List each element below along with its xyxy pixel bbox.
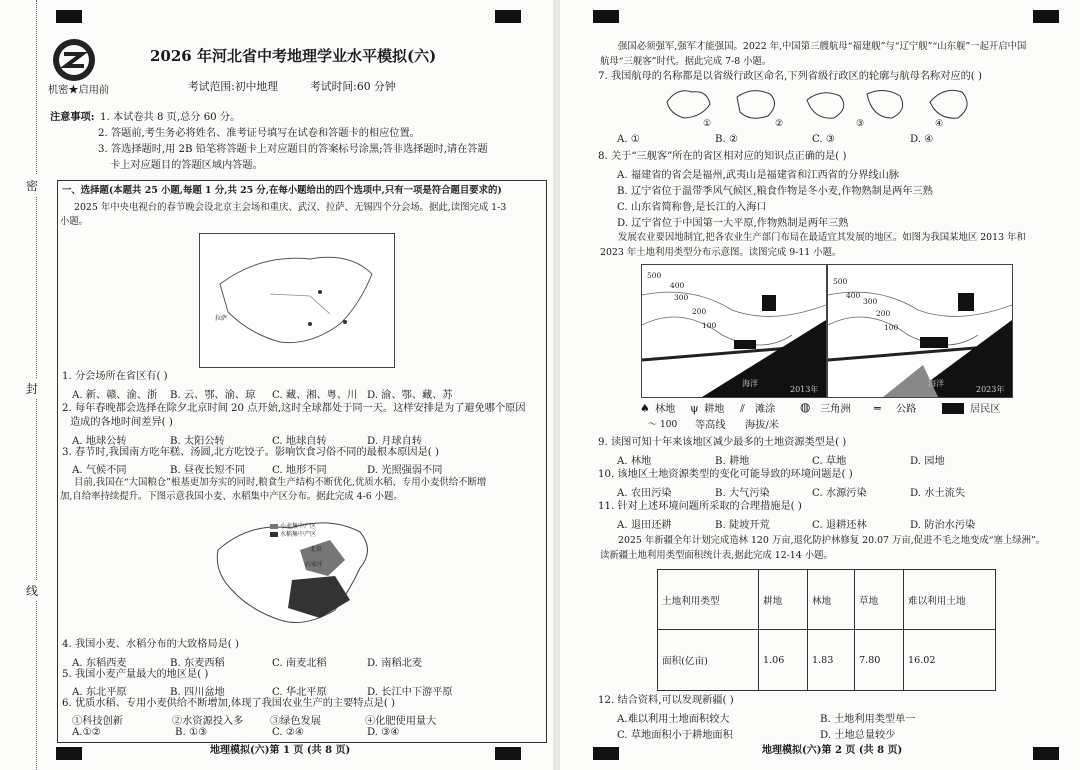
- option-c[interactable]: C. 山东省简称鲁,是长江的入海口: [617, 202, 767, 213]
- option-c[interactable]: C. 南麦北稻: [272, 658, 327, 669]
- intro-text: 读新疆土地利用类型面积统计表,据此完成 12-14 小题。: [600, 550, 833, 561]
- option-d[interactable]: D. 光照强弱不同: [367, 465, 443, 476]
- registration-mark: [495, 747, 521, 760]
- question-stem: 9. 读图可知十年来该地区减少最多的土地资源类型是( ): [598, 437, 847, 448]
- registration-mark: [56, 10, 82, 23]
- legend-forest: 林地: [655, 404, 676, 415]
- option-d[interactable]: D. 南稻北麦: [367, 658, 423, 669]
- option-b[interactable]: B. 东麦西稻: [170, 658, 225, 669]
- contour-label: 500: [647, 271, 662, 280]
- option-d[interactable]: D. 渝、鄂、藏、苏: [367, 390, 453, 401]
- option-b[interactable]: B. 云、鄂、渝、琼: [170, 390, 256, 401]
- legend-delta: 三角洲: [820, 404, 851, 415]
- table-row-label: 面积(亿亩): [658, 630, 759, 691]
- statement-4: ④化肥使用量大: [365, 716, 437, 727]
- intro-text: 航母“三舰客”时代。据此完成 7-8 小题。: [600, 56, 772, 67]
- notice-item: 3. 答选择题时,用 2B 铅笔将答题卡上对应题目的答案标号涂黑;答非选择题时,请在答题: [98, 144, 488, 155]
- option-d[interactable]: D. 园地: [910, 456, 945, 467]
- question-stem: 4. 我国小麦、水稻分布的大致格局是( ): [62, 639, 239, 650]
- option-b[interactable]: B. 昼夜长短不同: [170, 465, 246, 476]
- option-d[interactable]: D. 月球自转: [367, 436, 423, 447]
- binding-word-seal: 密: [26, 175, 38, 196]
- china-venue-map: [199, 233, 395, 368]
- contour-icon: ～: [648, 420, 658, 430]
- option-a[interactable]: A. 地球公转: [72, 436, 127, 447]
- contour-label: 400: [670, 281, 685, 290]
- contour-label: 400: [846, 291, 861, 300]
- contour-label: 200: [876, 309, 891, 318]
- registration-mark: [593, 10, 619, 23]
- question-stem: 3. 春节时,我国南方吃年糕、汤圆,北方吃饺子。影响饮食习俗不同的最根本原因是( ): [62, 447, 439, 458]
- statement-3: ③绿色发展: [270, 716, 321, 727]
- option-b[interactable]: B. 大气污染: [715, 488, 770, 499]
- option-a[interactable]: A. 东稻西麦: [72, 658, 127, 669]
- option-b[interactable]: B. 耕地: [715, 456, 750, 467]
- option-c[interactable]: C. 退耕还林: [812, 520, 867, 531]
- delta-icon: ◍: [800, 400, 811, 414]
- sea-label: 海洋: [928, 379, 944, 388]
- option-b[interactable]: B. 土地利用类型单一: [820, 714, 916, 725]
- option-d[interactable]: D. 长江中下游平原: [367, 687, 453, 698]
- map-label: 拉萨: [215, 315, 228, 322]
- option-c[interactable]: C. 水源污染: [812, 488, 867, 499]
- outline-num-1: ①: [703, 119, 712, 129]
- question-stem: 造成的各地时间差异( ): [70, 417, 173, 428]
- option-a[interactable]: A. 东北平原: [72, 687, 127, 698]
- legend-contour: 等高线: [695, 420, 726, 431]
- option-c[interactable]: C. 华北平原: [272, 687, 327, 698]
- landuse-map-2023: [827, 264, 1013, 398]
- option-b[interactable]: B. 陡坡开荒: [715, 520, 770, 531]
- contour-label: 200: [692, 307, 707, 316]
- option-d[interactable]: D. 辽宁省位于中国第一大平原,作物熟制是两年三熟: [617, 218, 849, 229]
- legend-contour-value: 100: [660, 420, 678, 430]
- table-header: 难以利用土地: [904, 570, 996, 630]
- option-c[interactable]: C. 地形不同: [272, 465, 327, 476]
- table-header: 土地利用类型: [658, 570, 759, 630]
- table-cell: 1.83: [808, 630, 855, 691]
- table-cell: 1.06: [759, 630, 808, 691]
- question-stem: 8. 关于“三舰客”所在的省区相对应的知识点正确的是( ): [598, 151, 847, 162]
- map-city-beijing: 北京: [310, 546, 323, 553]
- question-stem: 10. 该地区土地资源类型的变化可能导致的环境问题是( ): [598, 469, 853, 480]
- road-icon: ═: [874, 402, 881, 415]
- option-a[interactable]: A. 福建省的省会是福州,武夷山是福建省和江西省的分界线山脉: [617, 170, 899, 181]
- option-c[interactable]: C. ②④: [272, 727, 305, 738]
- option-d[interactable]: D. ④: [910, 134, 934, 145]
- option-c[interactable]: C. 地球自转: [272, 436, 327, 447]
- registration-mark: [593, 747, 619, 760]
- registration-mark: [1033, 10, 1059, 23]
- secret-label: 机密★启用前: [48, 85, 110, 96]
- option-b[interactable]: B. 辽宁省位于温带季风气候区,粮食作物是冬小麦,作物熟制是两年三熟: [617, 186, 933, 197]
- contour-label: 500: [833, 277, 848, 286]
- option-b[interactable]: B. 四川盆地: [170, 687, 225, 698]
- question-stem: 12. 结合资料,可以发现新疆( ): [598, 695, 734, 706]
- statement-2: ②水资源投入多: [172, 716, 244, 727]
- school-logo-icon: [52, 38, 96, 82]
- outline-num-2: ②: [775, 119, 784, 129]
- statement-1: ①科技创新: [72, 716, 123, 727]
- legend-beach: 滩涂: [755, 404, 776, 415]
- option-a[interactable]: A. 林地: [617, 456, 652, 467]
- residential-icon: [942, 403, 964, 414]
- section-heading: 一、选择题(本题共 25 小题,每题 1 分,共 25 分,在每小题给出的四个选项中,只有一项是符合题目要求的): [62, 185, 502, 196]
- outline-num-4: ④: [935, 119, 944, 129]
- question-stem: 5. 我国小麦产量最大的地区是( ): [62, 669, 209, 680]
- page-footer: 地理模拟(六)第 1 页 (共 8 页): [210, 745, 351, 756]
- question-stem: 7. 我国航母的名称都是以省级行政区命名,下列省级行政区的轮廓与航母名称对应的( ): [598, 71, 982, 82]
- option-c[interactable]: C. 藏、湘、粤、川: [272, 390, 358, 401]
- intro-text: 目前,我国在“大国粮仓”根基更加夯实的同时,粮食生产结构不断优化,优质水稻、专用小麦供给不断增: [74, 477, 487, 488]
- legend-road: 公路: [896, 404, 917, 415]
- table-header: 林地: [808, 570, 855, 630]
- year-label-2013: 2013年: [790, 385, 819, 394]
- notice-item: 卡上对应题目的答题区域内答题。: [110, 160, 263, 171]
- exam-scope: 考试范围:初中地理: [188, 80, 279, 93]
- table-cell: 7.80: [855, 630, 904, 691]
- contour-label: 100: [702, 321, 717, 330]
- exam-time: 考试时间:60 分钟: [310, 80, 396, 93]
- landuse-map-2013: [641, 264, 827, 398]
- binding-word-seal2: 封: [26, 378, 38, 399]
- legend-residential: 居民区: [970, 404, 1001, 415]
- option-b[interactable]: B. ①③: [175, 727, 208, 738]
- intro-text: 小题。: [60, 216, 89, 227]
- option-d[interactable]: D. 土地总量较少: [820, 730, 896, 741]
- outline-num-3: ③: [856, 119, 865, 129]
- legend-wheat: 小麦集中产区: [280, 523, 317, 530]
- option-c[interactable]: C. ③: [812, 134, 836, 145]
- legend-farmland: 耕地: [704, 404, 725, 415]
- option-c[interactable]: C. 草地: [812, 456, 847, 467]
- intro-text: 2023 年土地利用类型分布示意图。读图完成 9-11 小题。: [600, 247, 842, 258]
- notice-label: 注意事项:: [50, 111, 95, 123]
- contour-label: 300: [674, 293, 689, 302]
- landuse-table: [657, 569, 996, 691]
- question-stem: 1. 分会场所在省区有( ): [62, 371, 168, 382]
- page-divider: [553, 0, 560, 770]
- notice-item: 1. 本试卷共 8 页,总分 60 分。: [100, 112, 241, 123]
- option-c[interactable]: C. 草地面积小于耕地面积: [617, 730, 733, 741]
- contour-label: 300: [863, 297, 878, 306]
- registration-mark: [495, 10, 521, 23]
- option-a[interactable]: A. 农田污染: [617, 488, 672, 499]
- option-a[interactable]: A. ①: [617, 134, 640, 145]
- page-footer: 地理模拟(六)第 2 页 (共 8 页): [762, 745, 903, 756]
- intro-text: 2025 年新疆全年计划完成造林 120 万亩,退化防护林修复 20.07 万亩,促进不毛之地变成“塞上绿洲”。: [618, 535, 1046, 546]
- option-b[interactable]: B. 太阳公转: [170, 436, 225, 447]
- option-d[interactable]: D. 防治水污染: [910, 520, 976, 531]
- farmland-icon: ψ: [690, 402, 699, 415]
- wheat-rice-map: [210, 510, 380, 635]
- binding-word-line: 线: [26, 580, 38, 601]
- registration-mark: [1033, 747, 1059, 760]
- notice-item: 2. 答题前,考生务必将姓名、准考证号填写在试卷和答题卡的相应位置。: [98, 128, 420, 139]
- option-d[interactable]: D. ③④: [367, 727, 400, 738]
- legend-rice: 水稻集中产区: [280, 531, 317, 538]
- intro-text: 加,自给率持续提升。下图示意我国小麦、水稻集中产区分布。据此完成 4-6 小题。: [60, 491, 403, 502]
- question-stem: 11. 针对上述环境问题所采取的合理措施是( ): [598, 501, 802, 512]
- question-stem: 6. 优质水稻、专用小麦供给不断增加,体现了我国农业生产的主要特点是( ): [62, 698, 396, 709]
- option-a[interactable]: A.①②: [72, 727, 101, 738]
- year-label-2023: 2023年: [976, 385, 1005, 394]
- tree-icon: ♠: [640, 402, 650, 415]
- option-a[interactable]: A. 气候不同: [72, 465, 127, 476]
- sea-label: 海洋: [742, 379, 758, 388]
- page-title: 2026 年河北省中考地理学业水平模拟(六): [150, 47, 437, 65]
- option-d[interactable]: D. 水土流失: [910, 488, 966, 499]
- question-stem: 2. 每年春晚都会选择在除夕北京时间 20 点开始,这时全球都处于同一天。这样安排是为了避免哪个原因: [62, 403, 526, 414]
- table-cell: 16.02: [904, 630, 996, 691]
- legend-altitude: 海拔/米: [745, 420, 779, 431]
- map-city-shijiazhuang: 石家庄: [305, 561, 324, 568]
- registration-mark: [56, 747, 82, 760]
- table-header: 耕地: [759, 570, 808, 630]
- intro-text: 发展农业要因地制宜,把各农业生产部门布局在最适宜其发展的地区。如图为我国某地区 2013 年和: [618, 232, 1026, 243]
- option-a[interactable]: A. 新、赣、渝、浙: [72, 390, 158, 401]
- option-a[interactable]: A. 退田还耕: [617, 520, 672, 531]
- contour-label: 100: [884, 323, 899, 332]
- table-header: 草地: [855, 570, 904, 630]
- intro-text: 强国必须强军,强军才能强国。2022 年,中国第三艘航母“福建舰”与“辽宁舰”“山东舰”一起开启中国: [618, 41, 1027, 52]
- beach-icon: ⫽: [740, 402, 745, 415]
- option-b[interactable]: B. ②: [715, 134, 739, 145]
- intro-text: 2025 年中央电视台的春节晚会设北京主会场和重庆、武汉、拉萨、无锡四个分会场。据此,读图完成 1-3: [74, 202, 507, 213]
- option-a[interactable]: A.难以利用土地面积较大: [617, 714, 730, 725]
